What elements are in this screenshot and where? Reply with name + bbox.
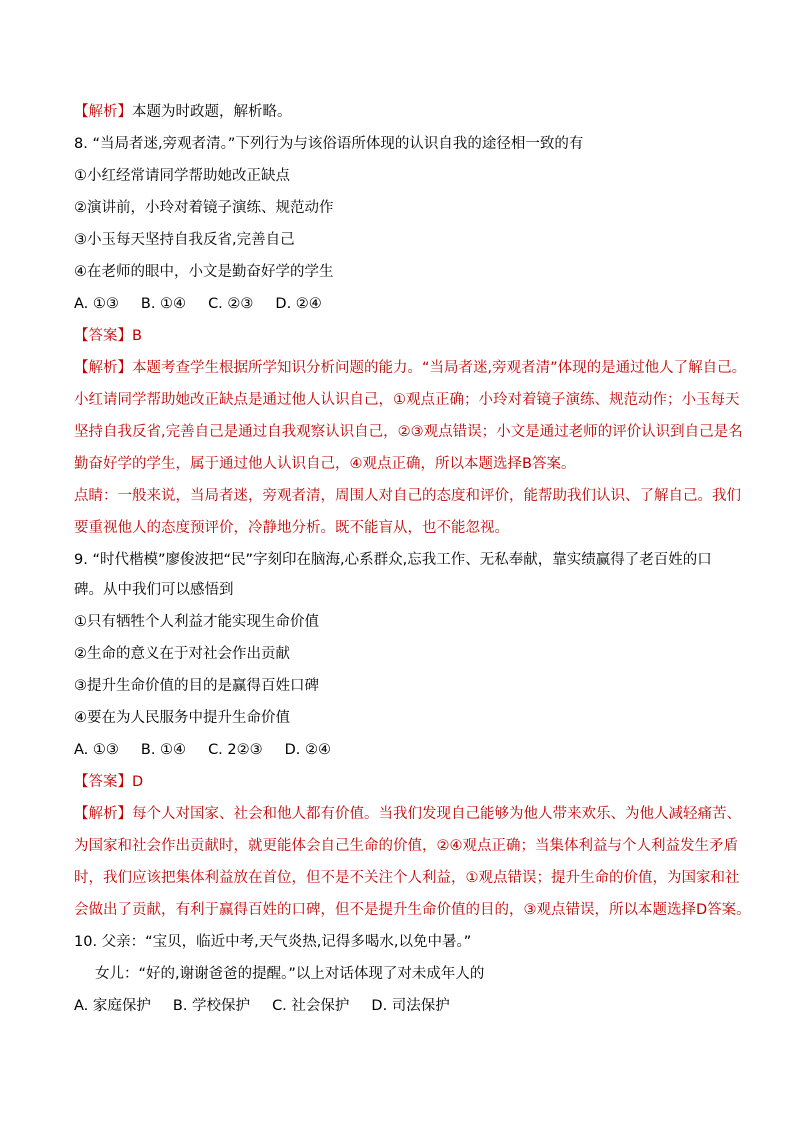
analysis-text: 本题考查学生根据所学知识分析问题的能力。“当局者迷,旁观者清”体现的是通过他人了解自己。 [132,360,747,376]
q8-analysis-line-4: 勤奋好学的学生，属于通过他人认识自己，④观点正确，所以本题选择B答案。 [74,456,576,472]
q9-analysis-line-2: 为国家和社会作出贡献时，就更能体会自己生命的价值，②④观点正确；当集体利益与个人利益发生矛盾 [74,838,738,854]
q10-option-a: A. 家庭保护 [74,998,151,1014]
q8-statement-2: ②演讲前，小玲对着镜子演练、规范动作 [74,200,334,216]
q8-analysis-line-3: 坚持自我反省,完善自己是通过自我观察认识自己，②③观点错误；小文是通过老师的评价认识到自己是名 [74,424,743,440]
q10-options [74,996,734,1016]
answer-tag: 【答案】 [74,774,132,790]
q9-analysis-line-1 [74,804,741,824]
q8-option-a: A. ①③ [74,296,119,312]
q7-analysis [74,102,734,122]
answer-tag: 【答案】 [74,328,132,344]
analysis-text: 每个人对国家、社会和他人都有价值。当我们发现自己能够为他人带来欢乐、为他人减轻痛苦、 [132,806,741,822]
q8-option-c: C. ②③ [208,296,254,312]
q8-analysis-line-2: 小红请同学帮助她改正缺点是通过他人认识自己，①观点正确；小玲对着镜子演练、规范动作；小玉每天 [74,392,740,408]
q9-option-d: D. ②④ [284,742,332,758]
q10-stem: 10. 父亲：“宝贝，临近中考,天气炎热,记得多喝水,以免中暑。” [74,934,472,950]
q8-answer [74,326,734,346]
q9-answer [74,772,734,792]
answer-value: B [132,328,142,344]
analysis-tag: 【解析】 [74,360,132,376]
q10-stem-2: 女儿：“好的,谢谢爸爸的提醒。”以上对话体现了对未成年人的 [95,966,485,982]
q9-analysis-line-3: 时，我们应该把集体利益放在首位，但不是不关注个人利益，①观点错误；提升生命的价值，为国家和社 [74,870,740,886]
q8-options [74,294,734,314]
answer-value: D [132,774,144,790]
q8-tip-line-1: 点睛：一般来说，当局者迷，旁观者清，周围人对自己的态度和评价，能帮助我们认识、了解自己。我们 [74,488,741,504]
q8-statement-3: ③小玉每天坚持自我反省,完善自己 [74,232,295,248]
q9-statement-2: ②生命的意义在于对社会作出贡献 [74,646,290,662]
q10-option-b: B. 学校保护 [172,998,251,1014]
analysis-tag: 【解析】 [74,806,132,822]
analysis-tag: 【解析】 [74,104,132,120]
q8-statement-1: ①小红经常请同学帮助她改正缺点 [74,168,290,184]
q8-stem: 8. “当局者迷,旁观者清。”下列行为与该俗语所体现的认识自我的途径相一致的有 [74,136,584,152]
q9-options [74,740,734,760]
q8-option-d: D. ②④ [275,296,322,312]
q9-option-b: B. ①④ [140,742,187,758]
q8-tip-line-2: 要重视他人的态度预评价，冷静地分析。既不能盲从，也不能忽视。 [74,520,509,536]
q10-option-d: D. 司法保护 [371,998,450,1014]
q10-option-c: C. 社会保护 [272,998,350,1014]
q9-statement-1: ①只有牺牲个人利益才能实现生命价值 [74,614,319,630]
q9-analysis-line-4: 会做出了贡献，有利于赢得百姓的口碑，但不是提升生命价值的目的，③观点错误，所以本题选择D答案。 [74,902,751,918]
q9-statement-3: ③提升生命价值的目的是赢得百姓口碑 [74,678,319,694]
q9-option-a: A. ①③ [74,742,119,758]
q8-statement-4: ④在老师的眼中，小文是勤奋好学的学生 [74,264,334,280]
q9-statement-4: ④要在为人民服务中提升生命价值 [74,710,290,726]
q8-analysis-line-1 [74,358,747,378]
q8-option-b: B. ①④ [140,296,187,312]
analysis-text: 本题为时政题，解析略。 [132,104,292,120]
q9-option-c: C. 2②③ [208,742,263,758]
q9-stem-line-2: 碑。从中我们可以感悟到 [74,582,234,598]
q9-stem-line-1: 9. “时代楷模”廖俊波把“民”字刻印在脑海,心系群众,忘我工作、无私奉献，靠实绩赢得了老百姓的口 [74,552,712,568]
